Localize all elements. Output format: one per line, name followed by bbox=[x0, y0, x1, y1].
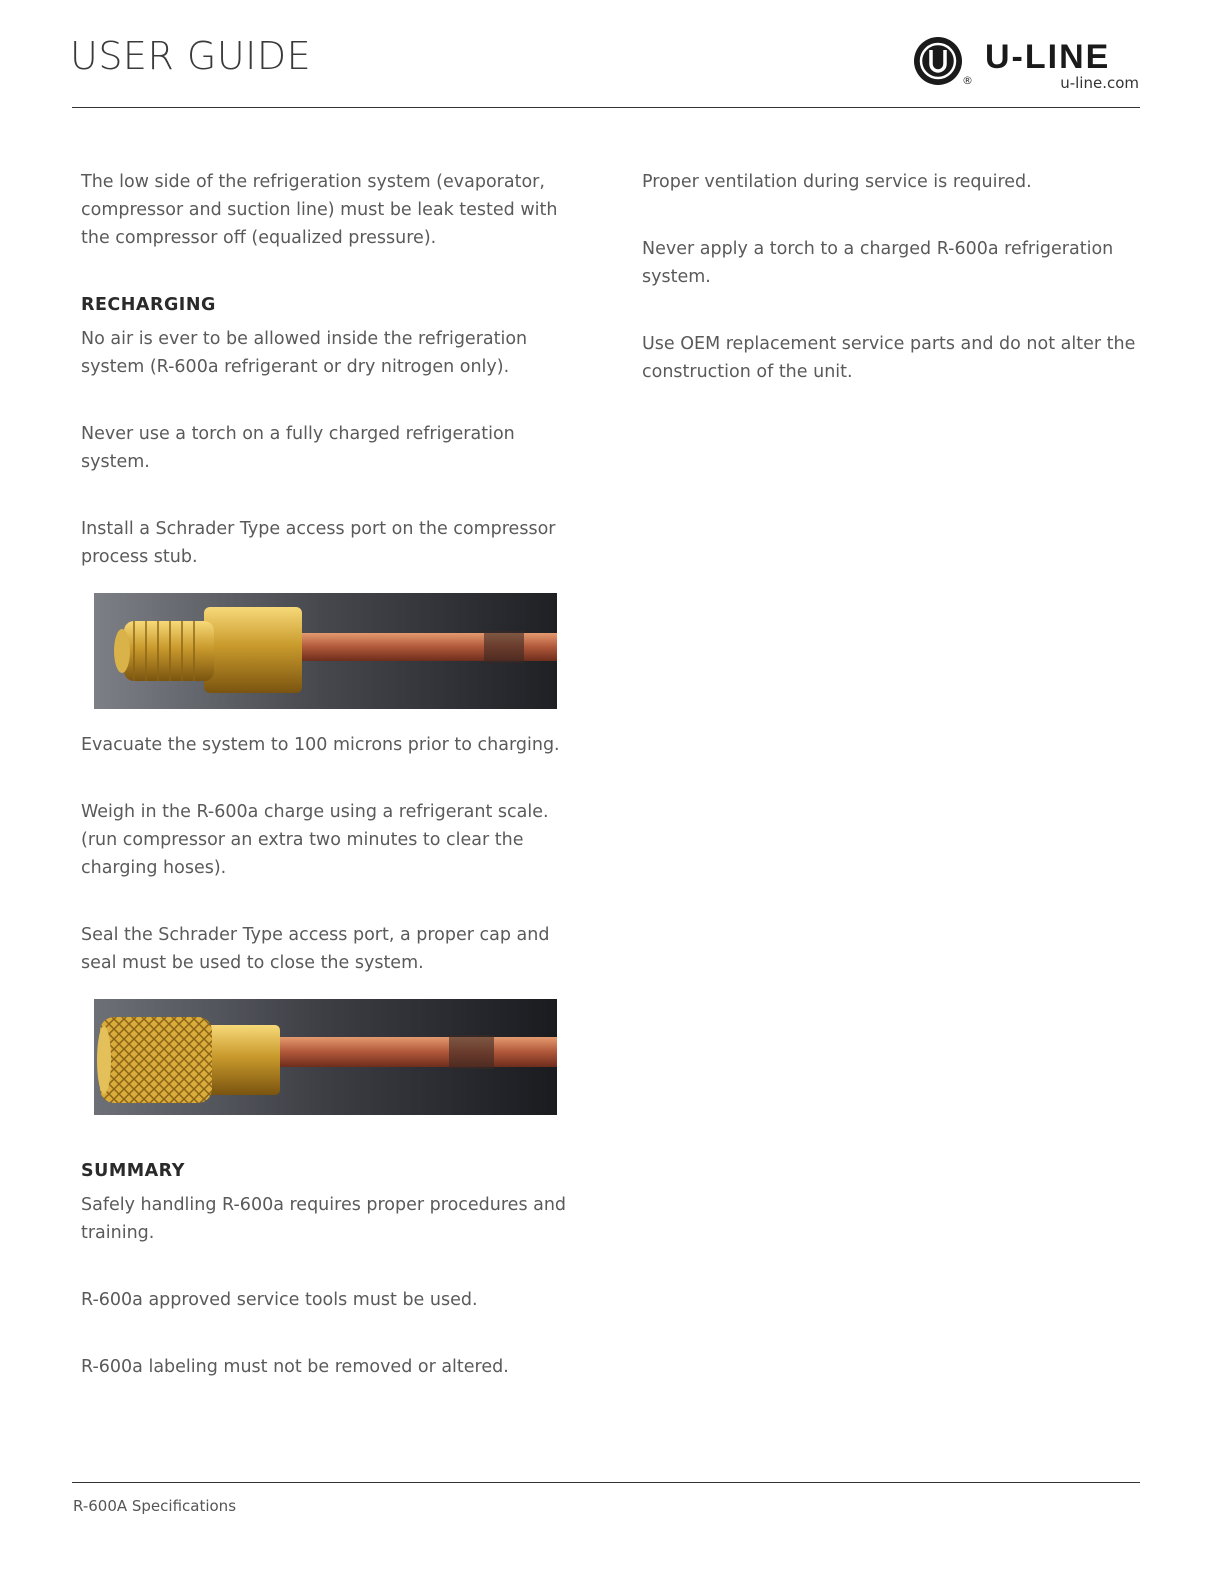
website-url: u-line.com bbox=[1060, 74, 1139, 92]
left-column bbox=[81, 168, 581, 1420]
paragraph-torch-warning: Never use a torch on a fully charged refrigeration system. bbox=[81, 424, 515, 472]
paragraph-weigh-charge: Weigh in the R-600a charge using a refrigerant scale. (run compressor an extra two minutes to clear the charging hoses). bbox=[81, 802, 549, 878]
paragraph-safe-handling: Safely handling R-600a requires proper procedures and training. bbox=[81, 1195, 567, 1243]
schrader-port-open-photo bbox=[94, 593, 557, 709]
paragraph-oem-parts: Use OEM replacement service parts and do not alter the construction of the unit. bbox=[642, 334, 1136, 382]
header-rule bbox=[72, 107, 1140, 108]
paragraph-evacuate: Evacuate the system to 100 microns prior to charging. bbox=[81, 735, 560, 755]
paragraph-torch-charged: Never apply a torch to a charged R-600a refrigeration system. bbox=[642, 239, 1114, 287]
section-heading-recharging: RECHARGING bbox=[81, 295, 216, 315]
footer-rule bbox=[72, 1482, 1140, 1483]
u-line-wordmark bbox=[985, 38, 1140, 74]
paragraph-labeling: R-600a labeling must not be removed or altered. bbox=[81, 1357, 509, 1377]
paragraph-install-port: Install a Schrader Type access port on the compressor process stub. bbox=[81, 519, 556, 567]
paragraph-leak-test: The low side of the refrigeration system (evaporator, compressor and suction line) must be leak tested with the compressor off (equalized pressure). bbox=[81, 172, 558, 248]
u-line-logo-icon bbox=[913, 36, 963, 86]
svg-text:U-LINE: U-LINE bbox=[985, 38, 1111, 74]
paragraph-ventilation: Proper ventilation during service is required. bbox=[642, 172, 1032, 192]
paragraph-approved-tools: R-600a approved service tools must be used. bbox=[81, 1290, 478, 1310]
footer-label: R-600A Specifications bbox=[73, 1497, 237, 1515]
section-heading-summary: SUMMARY bbox=[81, 1161, 185, 1181]
paragraph-seal-port: Seal the Schrader Type access port, a proper cap and seal must be used to close the system. bbox=[81, 925, 550, 973]
registered-mark: ® bbox=[962, 74, 973, 87]
paragraph-no-air: No air is ever to be allowed inside the refrigeration system (R-600a refrigerant or dry nitrogen only). bbox=[81, 329, 528, 377]
right-column bbox=[642, 168, 1142, 425]
page-title: USER GUIDE bbox=[70, 34, 312, 78]
schrader-port-capped-photo bbox=[94, 999, 557, 1115]
